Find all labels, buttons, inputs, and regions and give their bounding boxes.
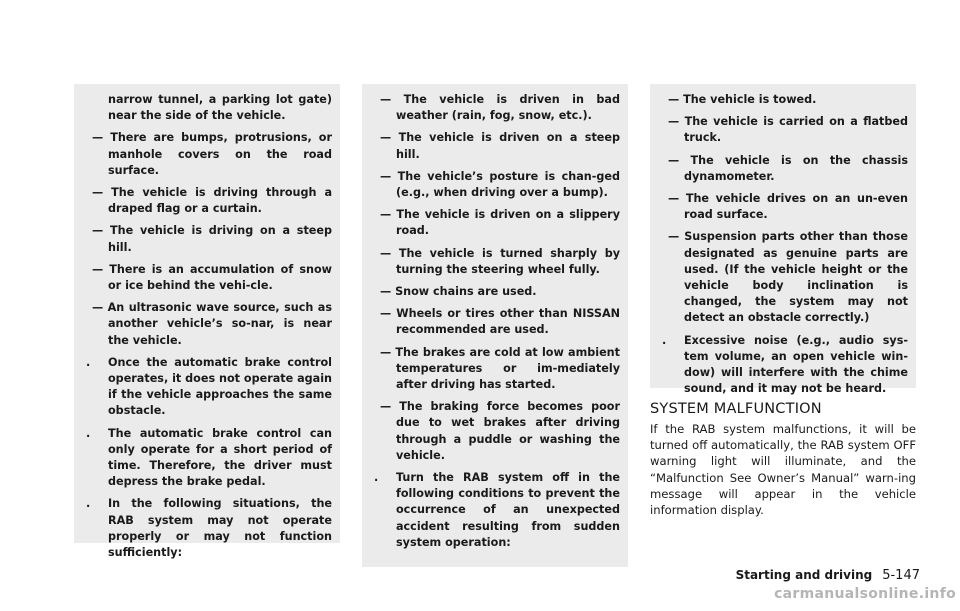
dash-item: — The vehicle is driving through a draped flag or a curtain. [92, 186, 332, 216]
bullet-mark: . [86, 355, 91, 369]
bullet-item [86, 426, 332, 491]
bullet-mark: . [86, 426, 91, 440]
column-2 [374, 92, 620, 557]
dash-item: — Wheels or tires other than NISSAN recommended are used. [380, 307, 620, 337]
footer-section-title: Starting and driving [735, 568, 873, 582]
bullet-text: Once the automatic brake control operates, it does not operate again if the vehicle approaches the same obstacle. [108, 355, 332, 418]
page-footer [736, 568, 920, 583]
dash-item: — An ultrasonic wave source, such as another vehicle’s so-nar, is near the vehicle. [92, 301, 332, 347]
column-3 [662, 92, 908, 403]
dash-item: — The vehicle is driving on a steep hill. [92, 224, 332, 254]
page-number: 5-147 [882, 568, 920, 583]
dash-item: — The vehicle is turned sharply by turning the steering wheel fully. [380, 246, 620, 276]
bullet-mark: . [662, 333, 667, 347]
section-body: If the RAB system malfunctions, it will be turned off automatically, the RAB system OFF warning light will illuminate, and the “Malfunction See Owner’s Manual” warn-ing message will appear in the vehicle information display. [650, 422, 916, 518]
bullet-text: Excessive noise (e.g., audio sys-tem volume, an open vehicle win-dow) will interfere with the chime sound, and it may not be heard. [684, 333, 908, 396]
dash-item: — Suspension parts other than those designated as genuine parts are used. (If the vehicle height or the vehicle body inclination is changed, the system may not detect an obstacle correctly.) [668, 230, 908, 325]
dash-item: — The vehicle is towed. [668, 93, 817, 106]
continued-text: narrow tunnel, a parking lot gate) near the side of the vehicle. [108, 93, 332, 123]
bullet-text: The automatic brake control can only operate for a short period of time. Therefore, the driver must depress the brake pedal. [108, 426, 332, 489]
bullet-text: In the following situations, the RAB system may not operate properly or may not function sufficiently: [108, 497, 332, 560]
dash-item: — The vehicle drives on an un-even road surface. [668, 192, 908, 222]
bullet-text: Turn the RAB system off in the following conditions to prevent the occurrence of an unexpected accident resulting from sudden system operation: [396, 471, 620, 549]
bullet-mark: . [374, 471, 379, 485]
dash-item: — There is an accumulation of snow or ice behind the vehi-cle. [92, 262, 332, 293]
dash-item: — The vehicle is driven on a steep hill. [380, 131, 620, 161]
dash-item: — The vehicle is on the chassis dynamometer. [668, 153, 908, 183]
system-malfunction-section [650, 400, 916, 518]
dash-item: — The braking force becomes poor due to wet brakes after driving through a puddle or washing the vehicle. [380, 400, 620, 462]
dash-item: — The vehicle is carried on a flatbed truck. [668, 115, 908, 145]
bullet-item [374, 470, 620, 551]
bullet-item [86, 355, 332, 420]
dash-item: — The vehicle is driven on a slippery road. [380, 208, 620, 238]
dash-item: — The brakes are cold at low ambient temperatures or im-mediately after driving has started. [380, 345, 620, 392]
dash-item: — The vehicle is driven in bad weather (rain, fog, snow, etc.). [380, 93, 620, 123]
section-heading: SYSTEM MALFUNCTION [650, 401, 822, 417]
watermark: carmanualsonline.info [774, 586, 956, 602]
column-1 [86, 92, 332, 567]
bullet-mark: . [86, 497, 91, 511]
bullet-item [662, 333, 908, 398]
dash-item: — Snow chains are used. [380, 285, 537, 299]
bullet-item [86, 496, 332, 561]
dash-item: — The vehicle’s posture is chan-ged (e.g., when driving over a bump). [380, 169, 620, 200]
dash-item: — There are bumps, protrusions, or manhole covers on the road surface. [92, 131, 332, 177]
